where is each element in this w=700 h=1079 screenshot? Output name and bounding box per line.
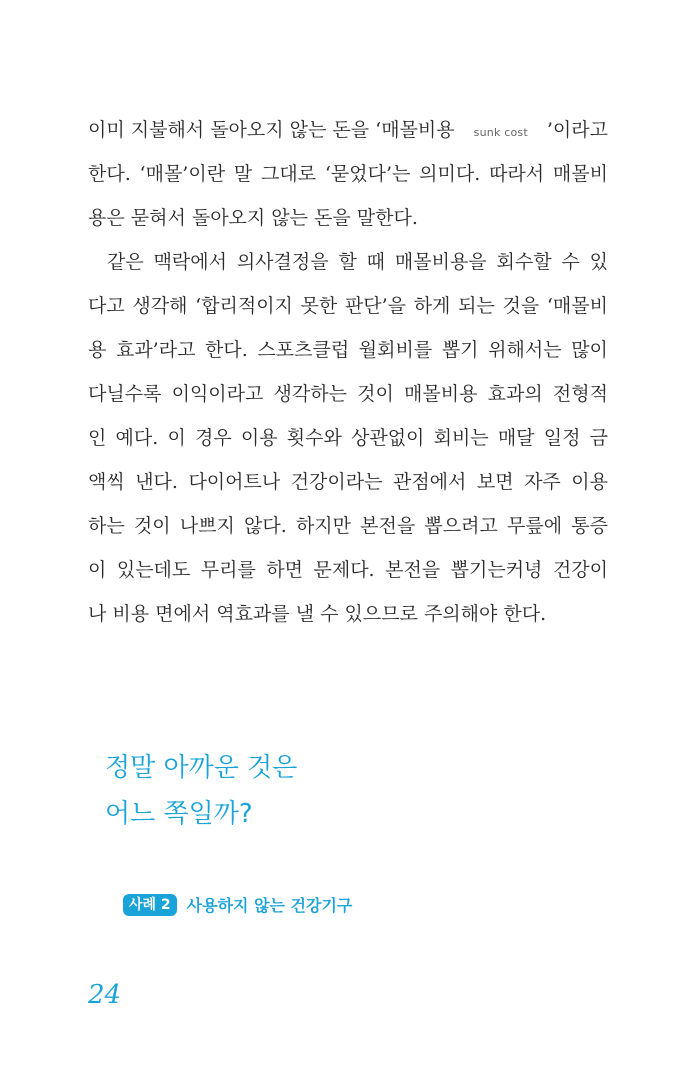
text-line	[88, 108, 608, 152]
word: 나쁘지	[179, 515, 235, 537]
word: 하지만	[295, 515, 351, 537]
word: 이용	[571, 471, 608, 493]
line-segment: ’이라고	[546, 119, 608, 141]
text-line	[88, 504, 608, 548]
word: 수	[561, 251, 580, 273]
word: 효과의	[487, 383, 543, 405]
word: 매몰비	[552, 163, 608, 185]
word: 따라서	[489, 163, 545, 185]
word: 횟수와	[286, 427, 342, 449]
word: 그대로	[261, 163, 317, 185]
body-text	[88, 108, 608, 636]
case-badge: 사례 2	[123, 894, 177, 916]
word: 이용	[240, 427, 278, 449]
case-label	[123, 893, 352, 916]
word: 스포츠클럽	[257, 339, 350, 361]
word: ‘묻었다’는	[324, 163, 411, 185]
word: 뽑으려고	[424, 515, 498, 537]
word: 경우	[194, 427, 232, 449]
word: 되는	[458, 295, 495, 317]
word: 이	[88, 559, 107, 581]
word: 무리를	[200, 559, 256, 581]
word: 인	[88, 427, 107, 449]
word: 통증	[571, 515, 608, 537]
word: 있는데도	[116, 559, 191, 581]
heading-line-1: 정말 아까운 것은	[105, 753, 298, 783]
word: 판단’을	[344, 295, 407, 317]
line-segment: 이미 지불해서 돌아오지 않는 돈을 ‘매몰비용	[88, 119, 455, 141]
word: 할	[338, 251, 357, 273]
word: 다고	[88, 295, 125, 317]
word: 위해서는	[488, 339, 562, 361]
word: 전형적	[552, 383, 608, 405]
word: 같은	[107, 251, 144, 273]
word: 금	[589, 427, 608, 449]
text-line	[88, 328, 608, 372]
text-line	[88, 152, 608, 196]
word: 건강이라는	[290, 471, 383, 493]
word: 월회비를	[358, 339, 433, 361]
word: 문제다.	[313, 559, 375, 581]
word: 관점에서	[392, 471, 467, 493]
word: 본전을	[385, 559, 441, 581]
word: ‘합리적이지	[195, 295, 293, 317]
word: 뽑기는커녕	[450, 559, 543, 581]
word: 매달	[497, 427, 535, 449]
word: 매몰비용	[404, 383, 478, 405]
word: 용	[88, 339, 107, 361]
word: 이	[167, 427, 186, 449]
text-line	[88, 460, 608, 504]
text-line	[88, 416, 608, 460]
word: 한다.	[88, 163, 131, 185]
word: 생각하는	[273, 383, 347, 405]
word: 낸다.	[135, 471, 178, 493]
word: 맥락에서	[153, 251, 227, 273]
heading-line-2: 어느 쪽일까?	[105, 799, 253, 829]
word: 말	[233, 163, 253, 185]
word: 하게	[413, 295, 451, 317]
word: 다이어트나	[188, 471, 281, 493]
word: ‘매몰’이란	[139, 163, 226, 185]
sunk-cost-annotation: sunk cost	[473, 126, 528, 139]
line-text: 용은 묻혀서 돌아오지 않는 돈을 말한다.	[88, 207, 418, 229]
word: 한다.	[205, 339, 248, 361]
word: 의미다.	[419, 163, 481, 185]
word: 것을	[502, 295, 540, 317]
word: 회수할	[496, 251, 552, 273]
word: 생각해	[132, 295, 188, 317]
word: 뽑기	[441, 339, 479, 361]
word: 못한	[300, 295, 338, 317]
word: 의사결정을	[236, 251, 329, 273]
word: 것이	[133, 515, 171, 537]
word: 본전을	[360, 515, 416, 537]
word: 건강이	[552, 559, 608, 581]
word: 하면	[266, 559, 304, 581]
word: 무릎에	[507, 515, 563, 537]
text-line	[88, 240, 608, 284]
word: 다닐수록	[88, 383, 162, 405]
text-line	[88, 284, 608, 328]
word: 회비는	[433, 427, 489, 449]
word: 효과’라고	[115, 339, 196, 361]
word: 많이	[571, 339, 608, 361]
word: 보면	[476, 471, 514, 493]
word: 상관없이	[351, 427, 425, 449]
text-line	[88, 372, 608, 416]
text-line	[88, 196, 608, 240]
word: 않다.	[244, 515, 287, 537]
word: ‘매몰비	[546, 295, 608, 317]
page-number: 24	[88, 980, 122, 1010]
text-line	[88, 592, 608, 636]
word: 있	[589, 251, 608, 273]
section-heading	[105, 745, 297, 837]
case-title: 사용하지 않는 건강기구	[186, 896, 353, 915]
word: 매몰비용을	[394, 251, 487, 273]
word: 이익이라고	[171, 383, 264, 405]
word: 것이	[357, 383, 394, 405]
word: 하는	[88, 515, 125, 537]
text-line	[88, 548, 608, 592]
word: 예다.	[115, 427, 159, 449]
line-text: 나 비용 면에서 역효과를 낼 수 있으므로 주의해야 한다.	[88, 603, 547, 625]
word: 때	[366, 251, 386, 273]
word: 일정	[543, 427, 581, 449]
word: 자주	[524, 471, 561, 493]
word: 액씩	[88, 471, 125, 493]
